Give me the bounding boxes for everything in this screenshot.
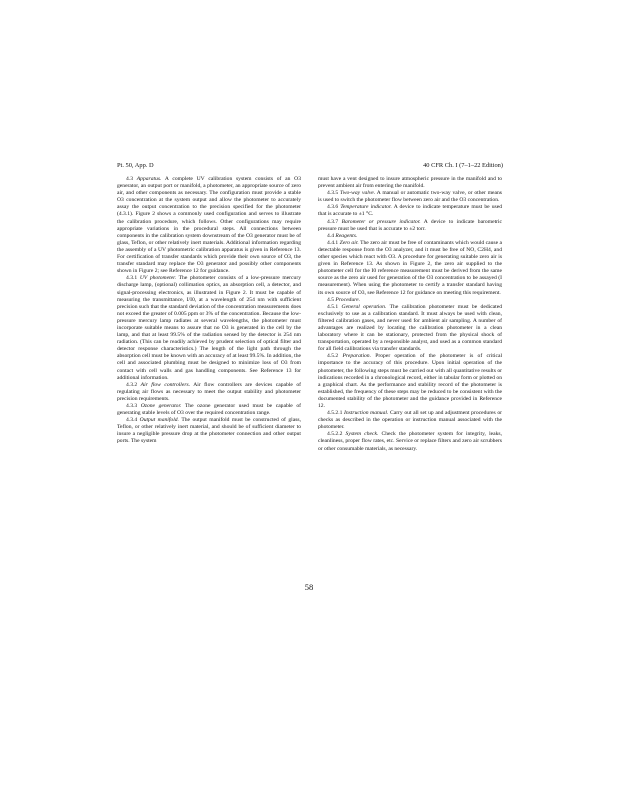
paragraph: 4.3.2 Air flow controllers. Air flow controllers are devices capable of regulating air flows as necessary to meet the output stability and photometer precision requirements. bbox=[117, 381, 301, 402]
paragraph: 4.3.4 Output manifold. The output manifold must be constructed of glass, Teflon, or other relatively inert material, and should be of sufficient diameter to insure a negligible pressure drop at the photometer connection and other output ports. The system bbox=[117, 417, 301, 445]
paragraph: 4.3.5 Two-way valve. A manual or automatic two-way valve, or other means is used to switch the photometer flow between zero air and the O3 concentration. bbox=[318, 190, 502, 204]
paragraph: 4.3.6 Temperature indicator. A device to indicate temperature must be used that is accurate to ±1 °C. bbox=[318, 204, 502, 218]
paragraph: 4.5.2 Preparation. Proper operation of the photometer is of critical importance to the accuracy of this procedure. Upon initial operation of the photometer, the following steps must be carried out with all quantitative results or indications recorded in a chronological record, either in tabular form or plotted on a graphical chart. As the performance and stability record of the photometer is established, the frequency of these steps may be reduced to be consistent with the documented stability of the photometer and the guidance provided in Reference 12. bbox=[318, 353, 502, 409]
paragraph: 4.5.1 General operation. The calibration photometer must be dedicated exclusively to use as a calibration standard. It must always be used with clean, filtered calibration gases, and never used for ambient air sampling. A number of advantages are realized by locating the calibration photometer in a clean laboratory where it can be stationary, protected from the physical shock of transportation, operated by a responsible analyst, and used as a common standard for all field calibrations via transfer standards. bbox=[318, 303, 502, 353]
paragraph: 4.3.3 Ozone generator. The ozone generator used must be capable of generating stable levels of O3 over the required concentration range. bbox=[117, 403, 301, 417]
paragraph: 4.3.7 Barometer or pressure indicator. A device to indicate barometric pressure must be used that is accurate to ±2 torr. bbox=[318, 218, 503, 232]
left-column bbox=[117, 176, 301, 446]
header-cfr-edition: 40 CFR Ch. I (7–1–22 Edition) bbox=[423, 162, 503, 169]
paragraph: 4.3 Apparatus. A complete UV calibration system consists of an O3 generator, an output port or manifold, a photometer, an appropriate source of zero air, and other components as necessary. The configuration must provide a stable O3 concentration at the system output and allow the photometer to accurately assay the output concentration to the precision specified for the photometer (4.3.1). Figure 2 shows a commonly used configuration and serves to illustrate the calibration procedure, which follows. Other configurations may require appropriate variations in the procedural steps. All connections between components in the calibration system downstream of the O3 generator must be of glass, Teflon, or other relatively inert materials. Additional information regarding the assembly of a UV photometric calibration apparatus is given in Reference 13. For certification of transfer standards which provide their own source of O3, the transfer standard may replace the O3 generator and possibly other components shown in Figure 2; see Reference 12 for guidance. bbox=[117, 176, 301, 275]
paragraph: must have a vent designed to insure atmospheric pressure in the manifold and to prevent ambient air from entering the manifold. bbox=[318, 176, 502, 190]
right-column bbox=[318, 176, 502, 453]
paragraph: 4.4.1 Zero air. The zero air must be free of contaminants which would cause a detectable response from the O3 analyzer, and it must be free of NO, C2H4, and other species which react with O3. A procedure for generating suitable zero air is given in Reference 13. As shown in Figure 2, the zero air supplied to the photometer cell for the I0 reference measurement must be derived from the same source as the zero air used for generation of the O3 concentration to be assayed (I measurement). When using the photometer to certify a transfer standard having its own source of O3, see Reference 12 for guidance on meeting this requirement. bbox=[318, 239, 502, 296]
paragraph: 4.5 Procedure. bbox=[327, 296, 360, 303]
running-header bbox=[117, 160, 503, 172]
header-part-appendix: Pt. 50, App. D bbox=[117, 162, 154, 169]
page-number: 58 bbox=[304, 582, 314, 592]
paragraph: 4.5.2.2 System check. Check the photometer system for integrity, leaks, cleanliness, proper flow rates, etc. Service or replace filters and zero air scrubbers or other consumable materials, as necessary. bbox=[318, 431, 502, 452]
paragraph: 4.5.2.1 Instruction manual. Carry out all set up and adjustment procedures or checks as described in the operation or instruction manual associated with the photometer. bbox=[318, 410, 502, 431]
paragraph: 4.3.1 UV photometer. The photometer consists of a low-pressure mercury discharge lamp, (optional) collimation optics, an absorption cell, a detector, and signal-processing electronics, as illustrated in Figure 2. It must be capable of measuring the transmittance, I/I0, at a wavelength of 254 nm with sufficient precision such that the standard deviation of the concentration measurements does not exceed the greater of 0.005 ppm or 3% of the concentration. Because the low-pressure mercury lamp radiates at several wavelengths, the photometer must incorporate suitable means to assure that no O3 is generated in the cell by the lamp, and that at least 99.5% of the radiation sensed by the detector is 254 nm radiation. (This can be readily achieved by prudent selection of optical filter and detector response characteristics.) The length of the light path through the absorption cell must be known with an accuracy of at least 99.5%. In addition, the cell and associated plumbing must be designed to minimize loss of O3 from contact with cell walls and gas handling components. See Reference 13 for additional information. bbox=[117, 275, 301, 381]
paragraph: 4.4 Reagents. bbox=[327, 232, 358, 239]
